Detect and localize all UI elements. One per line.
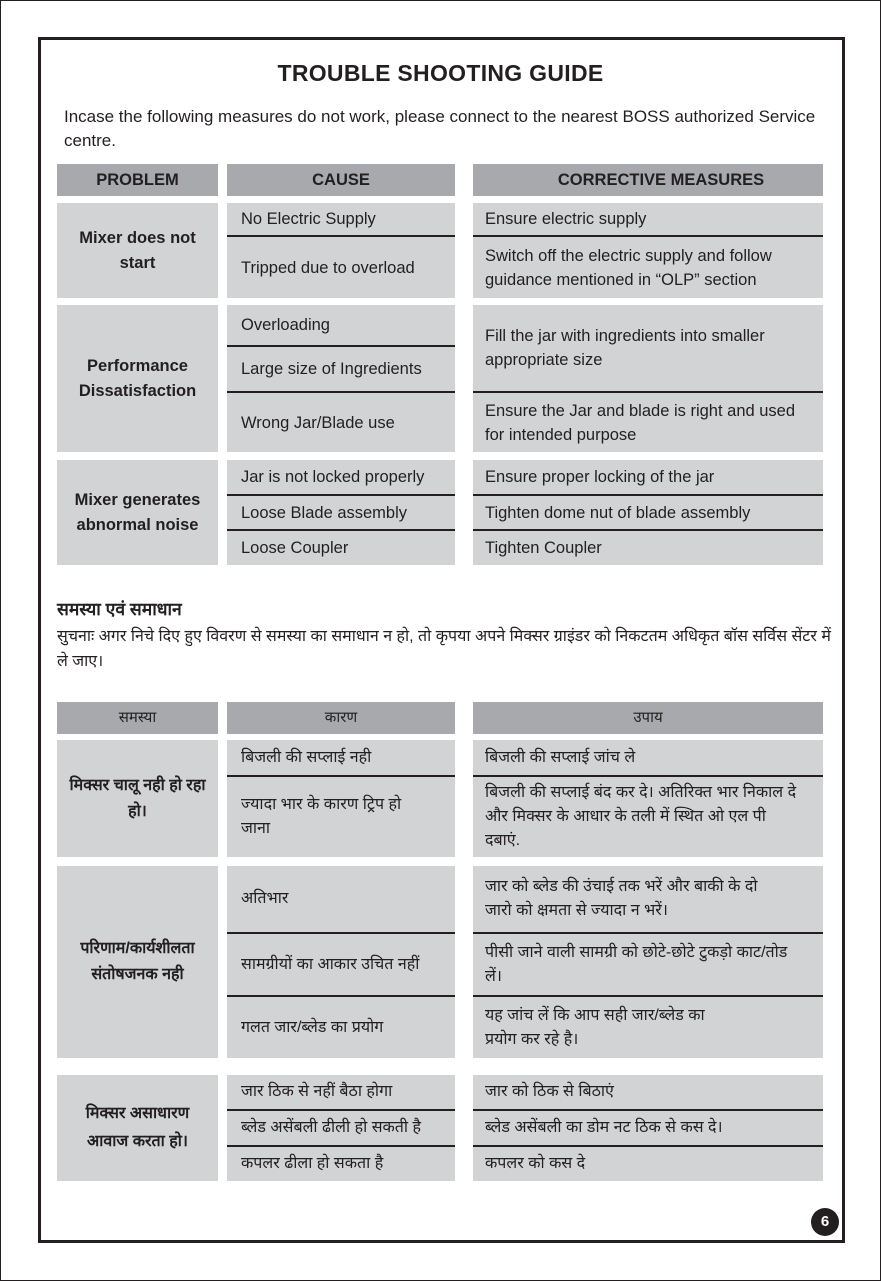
cause-cell: जार ठिक से नहीं बैठा होगा: [227, 1075, 455, 1109]
header-measure-hindi: उपाय: [473, 702, 823, 734]
measure-cell: बिजली की सप्लाई जांच ले: [473, 740, 823, 775]
measure-cell: Switch off the electric supply and follow guidance mentioned in “OLP” section: [473, 237, 823, 298]
cause-cell: बिजली की सप्लाई नही: [227, 740, 455, 775]
cause-cell: गलत जार/ब्लेड का प्रयोग: [227, 997, 455, 1058]
measure-cell: ब्लेड असेंबली का डोम नट ठिक से कस दे।: [473, 1111, 823, 1145]
measure-cell: Tighten dome nut of blade assembly: [473, 496, 823, 529]
problem-cell: परिणाम/कार्यशीलता संतोषजनक नही: [57, 866, 218, 1058]
measure-cell: Tighten Coupler: [473, 531, 823, 565]
measure-cell: जार को ब्लेड की उंचाई तक भरें और बाकी के दो जारो को क्षमता से ज्यादा न भरें।: [473, 866, 823, 932]
measure-cell: बिजली की सप्लाई बंद कर दे। अतिरिक्त भार निकाल दे और मिक्सर के आधार के तली में स्थित ओ एल पी दबाएं.: [473, 777, 823, 857]
measure-cell: Fill the jar with ingredients into smaller appropriate size: [473, 305, 823, 391]
cause-cell: ज्यादा भार के कारण ट्रिप हो जाना: [227, 777, 455, 857]
measure-cell: जार को ठिक से बिठाएं: [473, 1075, 823, 1109]
cause-cell: सामग्रीयों का आकार उचित नहीं: [227, 934, 455, 995]
cause-cell: Loose Coupler: [227, 531, 455, 565]
cause-cell: ब्लेड असेंबली ढीली हो सकती है: [227, 1111, 455, 1145]
measure-cell: Ensure proper locking of the jar: [473, 460, 823, 494]
measure-cell: यह जांच लें कि आप सही जार/ब्लेड का प्रयोग कर रहे है।: [473, 997, 823, 1058]
page-number-badge: 6: [811, 1208, 839, 1236]
problem-cell: Performance Dissatisfaction: [57, 305, 218, 452]
cause-cell: अतिभार: [227, 866, 455, 932]
header-cause-hindi: कारण: [227, 702, 455, 734]
hindi-note: सुचनाः अगर निचे दिए हुए विवरण से समस्या का समाधान न हो, तो कृपया अपने मिक्सर ग्राइंडर को निकटतम अधिकृत बॉस सर्विस सेंटर में ले जाए।: [57, 628, 831, 670]
header-cause: CAUSE: [227, 164, 455, 196]
problem-cell: मिक्सर चालू नही हो रहा हो।: [57, 740, 218, 857]
problem-cell: मिक्सर असाधारण आवाज करता हो।: [57, 1075, 218, 1181]
cause-cell: Overloading: [227, 305, 455, 345]
header-problem-hindi: समस्या: [57, 702, 218, 734]
cause-cell: Jar is not locked properly: [227, 460, 455, 494]
cause-cell: Tripped due to overload: [227, 237, 455, 298]
cause-cell: कपलर ढीला हो सकता है: [227, 1147, 455, 1181]
intro-text: Incase the following measures do not work, please connect to the nearest BOSS authorized Service centre.: [64, 107, 816, 150]
hindi-section-title: समस्या एवं समाधान: [57, 599, 182, 619]
measure-cell: कपलर को कस दे: [473, 1147, 823, 1181]
cause-cell: Wrong Jar/Blade use: [227, 393, 455, 452]
problem-cell: Mixer does not start: [57, 203, 218, 298]
cause-cell: No Electric Supply: [227, 203, 455, 235]
cause-cell: Loose Blade assembly: [227, 496, 455, 529]
measure-cell: Ensure electric supply: [473, 203, 823, 235]
page-title: TROUBLE SHOOTING GUIDE: [277, 60, 604, 86]
measure-cell: पीसी जाने वाली सामग्री को छोटे-छोटे टुकड़ो काट/तोड लें।: [473, 934, 823, 995]
header-problem: PROBLEM: [57, 164, 218, 196]
problem-cell: Mixer generates abnormal noise: [57, 460, 218, 565]
measure-cell: Ensure the Jar and blade is right and used for intended purpose: [473, 393, 823, 452]
cause-cell: Large size of Ingredients: [227, 347, 455, 391]
header-corrective-measures: CORRECTIVE MEASURES: [473, 164, 823, 196]
